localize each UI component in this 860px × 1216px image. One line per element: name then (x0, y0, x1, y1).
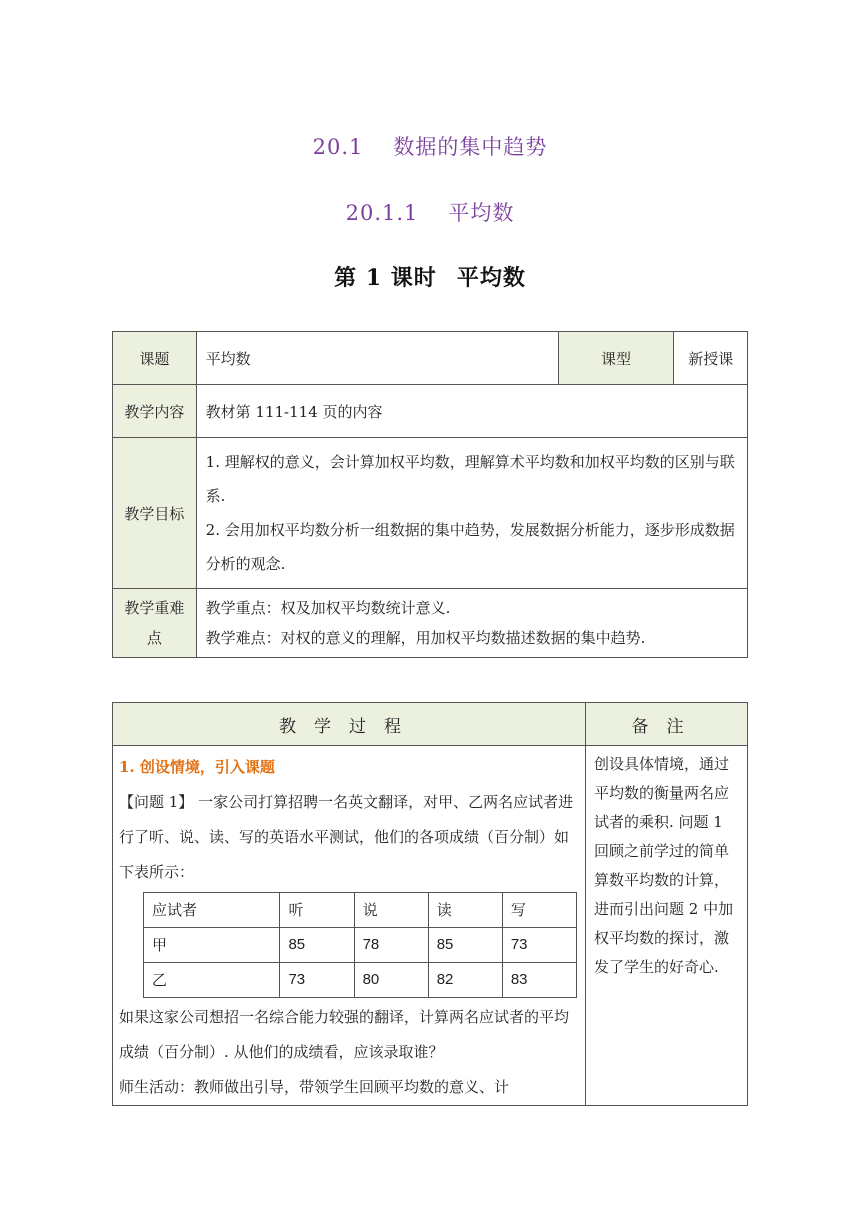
scores-cell: 85 (280, 928, 354, 963)
key-point: 教学重点：权及加权平均数统计意义. (205, 599, 451, 617)
process-header-row (113, 703, 748, 746)
topic-row (113, 332, 748, 385)
scores-cell: 80 (354, 963, 428, 998)
process-content (113, 746, 586, 1106)
process-body-row (113, 746, 748, 1106)
scores-cell: 乙 (144, 963, 280, 998)
content-value: 教材第 111-114 页的内容 (196, 385, 747, 438)
scores-cell: 85 (428, 928, 502, 963)
lesson-number: 第 1 课时 (334, 265, 437, 291)
section-heading (0, 131, 860, 161)
scores-row (144, 963, 577, 998)
content-label: 教学内容 (113, 385, 197, 438)
question-text: 如果这家公司想招一名综合能力较强的翻译，计算两名应试者的平均成绩（百分制）. 从他们的成绩看，应该录取谁？ (119, 1008, 570, 1061)
subsection-heading (0, 197, 860, 227)
scores-cell: 甲 (144, 928, 280, 963)
scores-header: 说 (354, 893, 428, 928)
scores-cell: 83 (502, 963, 576, 998)
goals-row (113, 438, 748, 589)
goals-label: 教学目标 (113, 438, 197, 589)
difficult-point: 教学难点：对权的意义的理解，用加权平均数描述数据的集中趋势. (205, 629, 646, 647)
scores-header: 听 (280, 893, 354, 928)
type-value: 新授课 (674, 332, 748, 385)
scores-header: 写 (502, 893, 576, 928)
subsection-number: 20.1.1 (345, 201, 419, 225)
difficulty-label: 教学重难点 (113, 589, 197, 658)
topic-label: 课题 (113, 332, 197, 385)
scores-table (143, 892, 577, 998)
scores-cell: 82 (428, 963, 502, 998)
type-label: 课型 (558, 332, 674, 385)
section-title: 数据的集中趋势 (393, 135, 548, 159)
process-header: 教学过程 (113, 703, 586, 746)
problem-text: 【问题 1】 一家公司打算招聘一名英文翻译，对甲、乙两名应试者进行了听、说、读、写的英语水平测试，他们的各项成绩（百分制）如下表所示： (119, 793, 574, 881)
note-content: 创设具体情境，通过平均数的衡量两名应试者的乘积. 问题 1 回顾之前学过的简单算数平均数的计算，进而引出问题 2 中加权平均数的探讨，激发了学生的好奇心. (586, 746, 748, 1106)
goal-item-1: 1. 理解权的意义，会计算加权平均数，理解算术平均数和加权平均数的区别与联系. (205, 453, 735, 505)
difficulty-row (113, 589, 748, 658)
scores-header: 读 (428, 893, 502, 928)
scores-header: 应试者 (144, 893, 280, 928)
difficulty-cell (196, 589, 747, 658)
scores-cell: 78 (354, 928, 428, 963)
goal-item-2: 2. 会用加权平均数分析一组数据的集中趋势，发展数据分析能力，逐步形成数据分析的观念. (205, 521, 735, 573)
note-header: 备注 (586, 703, 748, 746)
subsection-title: 平均数 (448, 201, 515, 225)
lesson-title: 平均数 (456, 265, 526, 291)
scores-cell: 73 (280, 963, 354, 998)
lesson-info-table (112, 331, 748, 658)
activity-text: 师生活动：教师做出引导，带领学生回顾平均数的意义、计 (119, 1078, 510, 1096)
section-number: 20.1 (312, 135, 364, 159)
topic-value: 平均数 (196, 332, 558, 385)
section-title: 1. 创设情境，引入课题 (119, 758, 275, 776)
scores-header-row (144, 893, 577, 928)
teaching-process-table (112, 702, 748, 1106)
scores-row (144, 928, 577, 963)
goals-cell (196, 438, 747, 589)
scores-cell: 73 (502, 928, 576, 963)
content-row (113, 385, 748, 438)
lesson-heading (0, 261, 860, 292)
